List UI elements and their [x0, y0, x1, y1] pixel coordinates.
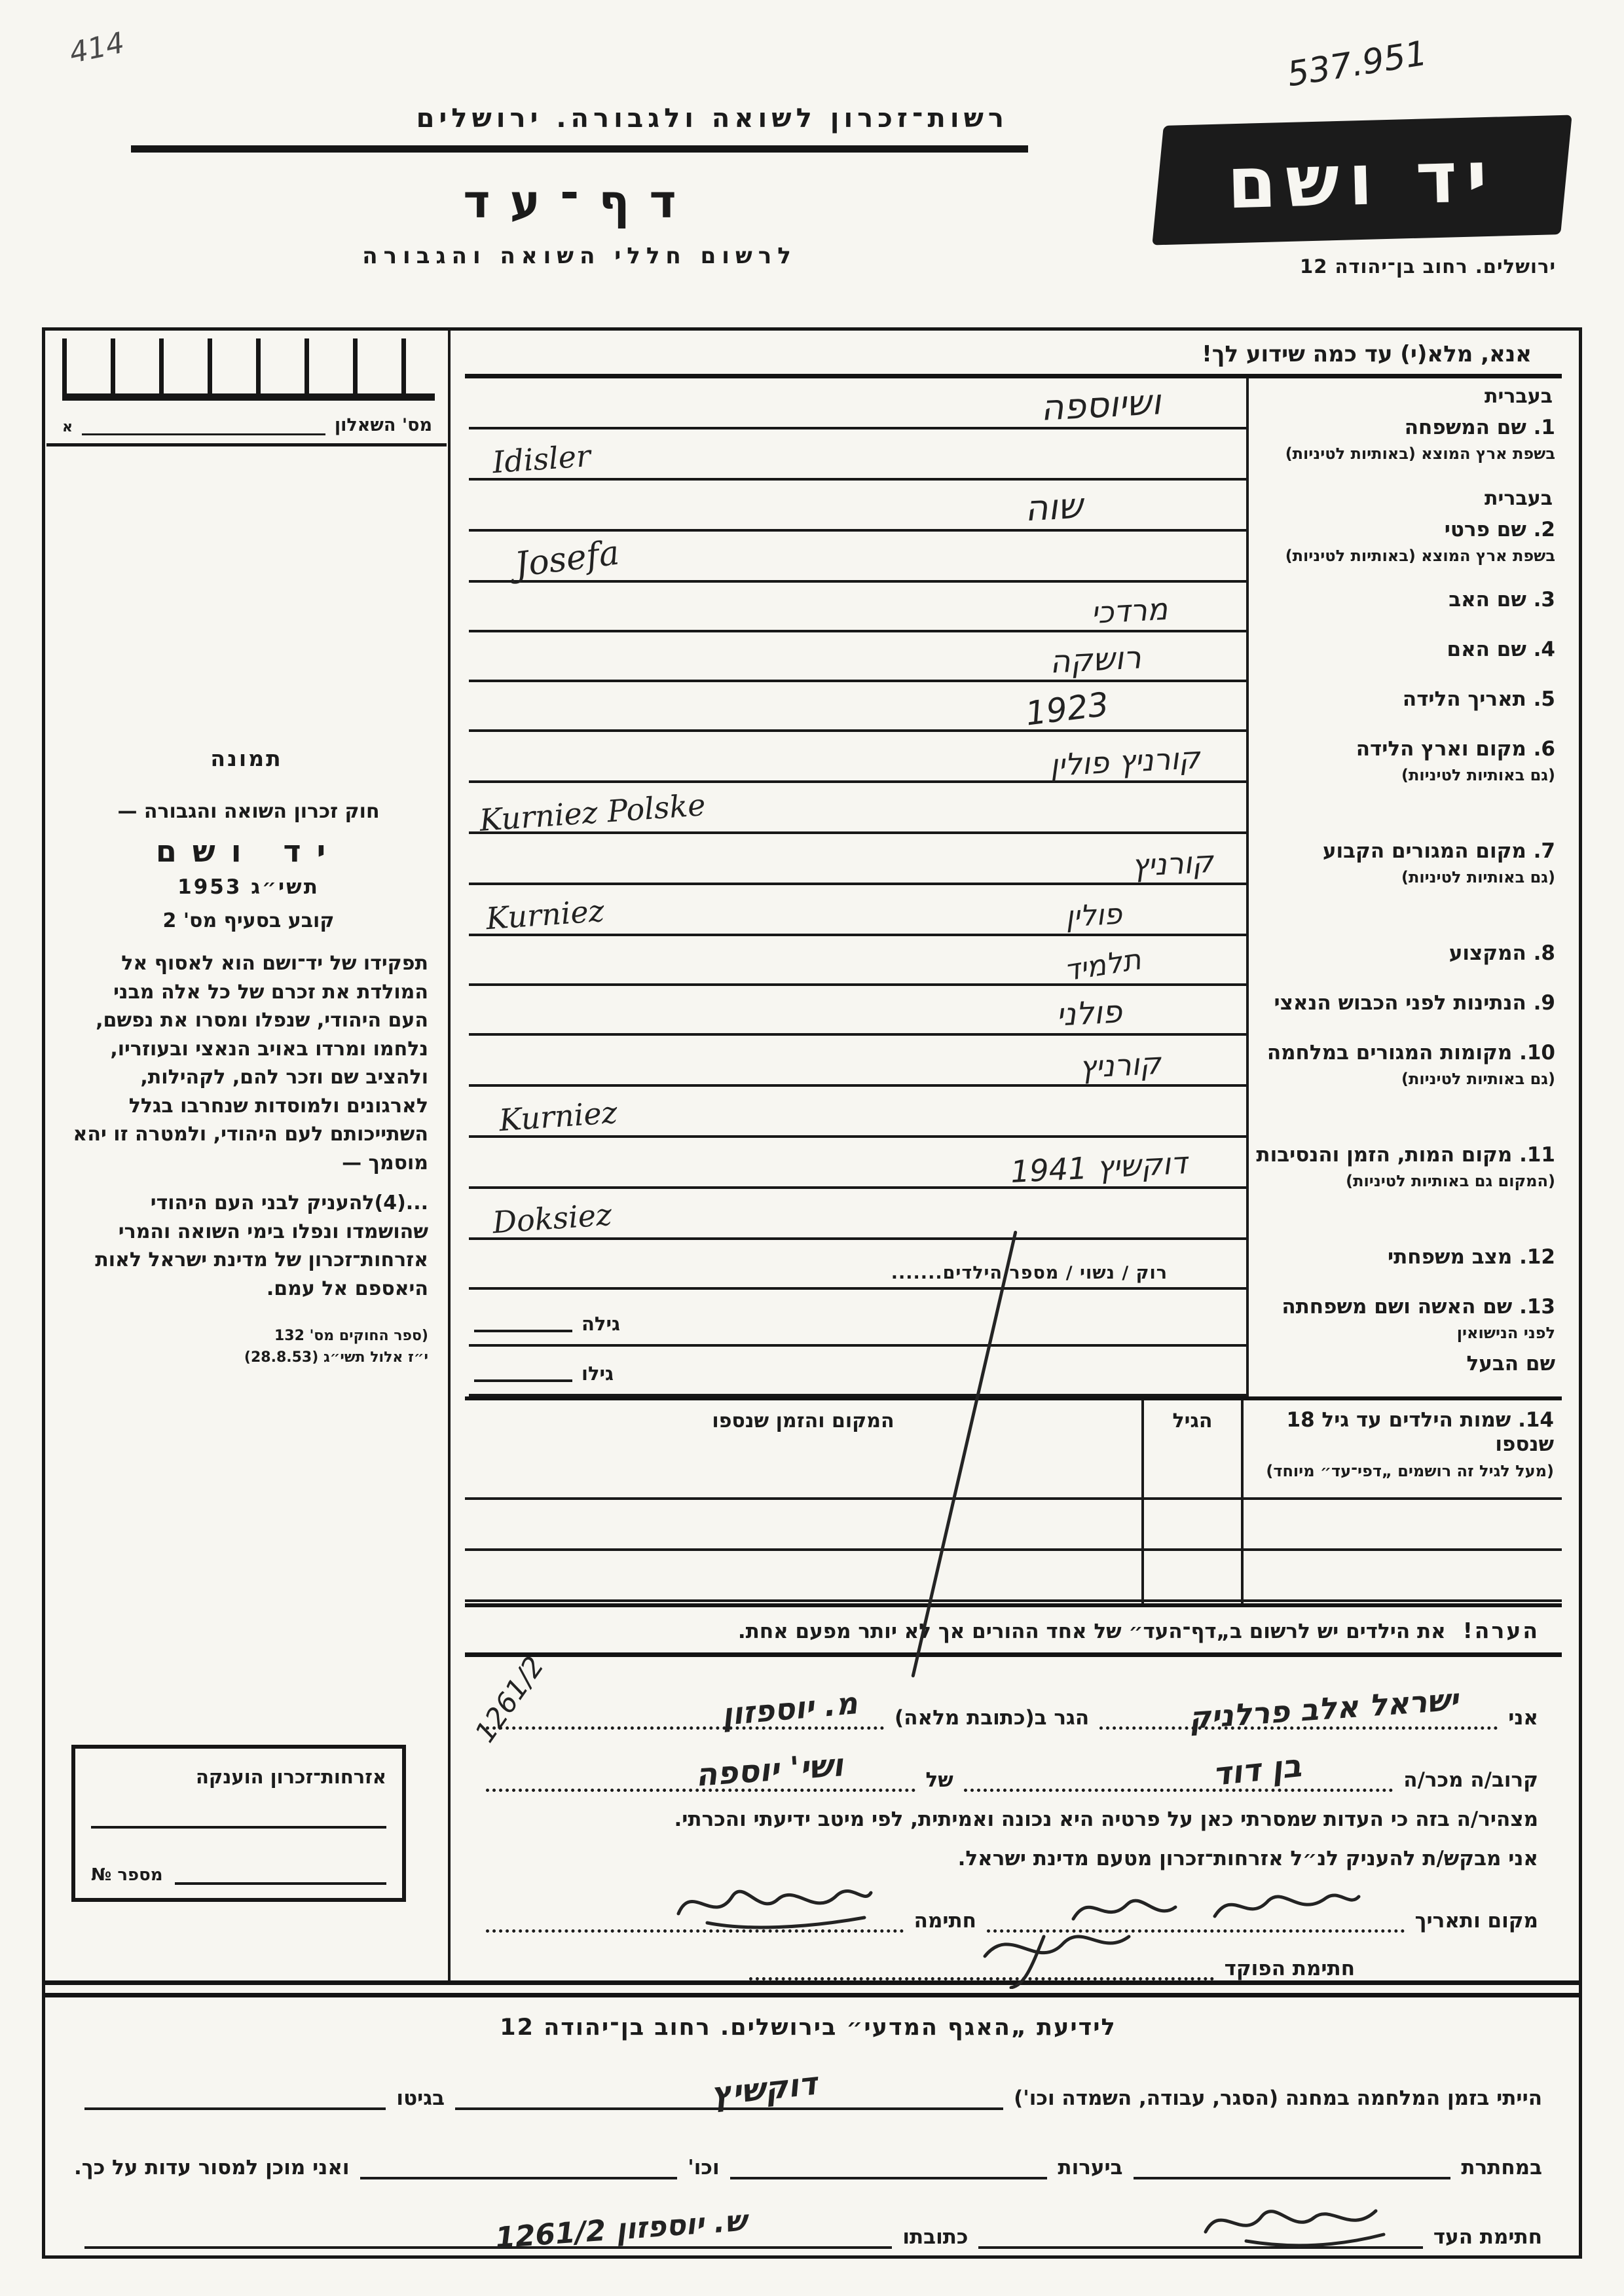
- write-line: [469, 1189, 1246, 1240]
- handwritten-value-latin: Kurniez: [498, 1094, 619, 1139]
- clerk-signature-line: [749, 1938, 1214, 1980]
- write-line: [469, 732, 1246, 783]
- photo-box: [45, 446, 448, 800]
- divider: [131, 145, 1028, 153]
- form-title: דף־עד: [463, 175, 696, 228]
- header-logo-block: [1028, 33, 1565, 278]
- logo-text: יד ושם: [1226, 136, 1498, 225]
- handwritten-value: קורניץ: [1131, 843, 1215, 884]
- table-row-line: [465, 1548, 1562, 1551]
- declaration-statement: מצהיר/ה בזה כי העדות שמסרתי כאן על פרטיה היא נכונה ואמיתית, לפי מיטב ידיעתי והכרתי.: [674, 1808, 1538, 1831]
- write-line: [469, 632, 1246, 682]
- victim-name-line: [486, 1749, 915, 1792]
- write-line: [469, 783, 1246, 838]
- grant-box-line: [91, 1788, 386, 1829]
- science-branch-title: לידיעת „האגף המדעי״ בירושלים. רחוב בן־יהודה 12: [500, 2014, 1116, 2041]
- law-body-text: תפקידו של יד־ושם הוא לאסוף אל המולדת את זכרם של כל אלה מבני העם היהודי, שנפלו ומסרו את נפשם, נלחמו ומרדו באויב הנאצי ובעוזריו, ולהציב שם וזכר להם, לקהילות, לארגונים ולמוסדות שנחרבו בגלל השתייכותם לעם היהודי, ולמטרה זו יהא מוסמך —: [73, 952, 428, 1175]
- field-row-birth-place: 6. מקום וארץ הלידה (גם באותיות לטיניות) קורניץ פולין Kurniez Polske: [465, 732, 1562, 834]
- handwritten-value: 1923: [1023, 685, 1111, 733]
- field-row-mother-name: 4. שם האם רושקה: [465, 632, 1562, 682]
- questionnaire-number-line: [82, 411, 325, 435]
- etc-label: וכו': [688, 2156, 720, 2179]
- write-line: [469, 532, 1246, 583]
- victim-name-handwritten: ושי' יוספה: [694, 1747, 845, 1794]
- write-line: [469, 885, 1246, 936]
- declaration-section: [465, 1650, 1562, 1980]
- forests-line: [730, 2139, 1048, 2179]
- form-upper: [45, 331, 1579, 1980]
- field-row-father-name: 3. שם האב מרדכי: [465, 583, 1562, 632]
- i-label: אני: [1508, 1706, 1538, 1730]
- camp-label: הייתי בזמן המלחמה במחנה (הסגר, עבודה, השמדה וכו'): [1014, 2086, 1542, 2110]
- place-date-label: מקום ותאריך: [1414, 1909, 1538, 1933]
- declaration-request: אני מבקש/ת להעניק לנ״ל אזרחות־זכרון מטעם מדינת ישראל.: [957, 1847, 1538, 1870]
- yad-vashem-logo: [1154, 117, 1571, 244]
- write-line: [469, 429, 1246, 481]
- grant-number-label: מספר №: [91, 1865, 163, 1885]
- field-row-marital-status: 12. מצב משפחתי רוק / נשוי / מספר הילדים.......: [465, 1240, 1562, 1290]
- signature-label: חתימה: [913, 1909, 976, 1933]
- file-number-handwritten: 537.951: [1284, 33, 1430, 95]
- law-yad-vashem: יד ושם: [155, 833, 342, 869]
- divider: [465, 374, 1562, 378]
- write-line: [469, 682, 1246, 732]
- declarant-address-handwritten: מ. יוספזון: [720, 1685, 860, 1732]
- write-line: [469, 583, 1246, 632]
- witness-signature-line: [978, 2208, 1422, 2249]
- relation-handwritten: בן דוד: [1211, 1747, 1303, 1793]
- handwritten-value-latin: Doksiez: [491, 1196, 613, 1241]
- of-label: של: [925, 1768, 953, 1792]
- ghetto-label: בגיטו: [396, 2086, 445, 2110]
- age-write-line: [474, 1379, 572, 1382]
- camp-handwritten: דוקשיץ: [709, 2065, 819, 2113]
- photo-label: תמונה: [210, 746, 283, 771]
- grant-box-title: אזרחות־זכרון הוענקה: [195, 1766, 386, 1788]
- field-row-husband-name: שם הבעל גילו: [465, 1347, 1562, 1396]
- column-age: הגיל: [1141, 1400, 1241, 1603]
- etc-line: [360, 2139, 678, 2179]
- org-title: רשות־זכרון לשואה ולגבורה. ירושלים: [416, 103, 1008, 134]
- field-label: בעברית 1. שם המשפחה בשפת ארץ המוצא (באותיות לטיניות): [1246, 378, 1562, 481]
- field-row-citizenship: 9. הנתינות לפני הכבוש הנאצי פולני: [465, 986, 1562, 1036]
- ready-to-testify-label: ואני מוכן למסור עדות על כך.: [74, 2156, 350, 2179]
- write-line: [469, 936, 1246, 986]
- table-row-line: [465, 1599, 1562, 1602]
- field-row-residence: 7. מקום המגורים הקבוע (גם באותיות לטיניות) קורניץ Kurniez פולין: [465, 834, 1562, 936]
- handwritten-value: רושקה: [1049, 639, 1143, 681]
- form-frame: [42, 327, 1582, 2259]
- hebrew-tag: בעברית: [1485, 385, 1553, 408]
- handwritten-value: פולין: [1064, 897, 1123, 934]
- pencil-mark: 414: [66, 26, 128, 71]
- law-block: [45, 800, 448, 1368]
- marital-options: רוק / נשוי / מספר הילדים.......: [891, 1263, 1168, 1283]
- handwritten-value-latin: Kurniez Polske: [478, 787, 707, 838]
- form-subtitle: לרשום חללי השואה והגבורה: [362, 243, 797, 269]
- note-row: [465, 1607, 1562, 1657]
- field-row-profession: 8. המקצוע תלמיד: [465, 936, 1562, 986]
- handwritten-value: פולני: [1055, 993, 1123, 1034]
- camp-line: [455, 2065, 1003, 2113]
- write-line: [469, 1087, 1246, 1138]
- children-table: 14. שמות הילדים עד גיל 18 שנספו (מעל לגיל זה רושמים „דפי־עד״ מיוחד) הגיל המקום והזמן שנספו: [465, 1396, 1562, 1607]
- declarant-name-handwritten: ישראל אלב פרלניק: [1187, 1681, 1460, 1736]
- note-text: את הילדים יש לרשום ב„דף־העד״ של אחד ההורים אך לא יותר מפעם אחת.: [737, 1620, 1446, 1643]
- age-write-line: [474, 1330, 572, 1332]
- handwritten-value: מרדכי: [1090, 591, 1169, 631]
- witness-address-handwritten: ש. יוספזון 1261/2: [494, 2204, 748, 2255]
- sidebar: [45, 331, 451, 1980]
- relation-label: קרוב/ה מכר/ה: [1403, 1768, 1538, 1792]
- ghetto-line: [84, 2069, 386, 2110]
- fill-instruction: אנא, מלא(י) עד כמה שידוע לך!: [1202, 341, 1532, 367]
- org-address: ירושלים. רחוב בן־יהודה 12: [1300, 255, 1556, 278]
- write-line: [469, 1240, 1246, 1290]
- forests-label: ביערות: [1058, 2156, 1123, 2179]
- field-row-family-name: [465, 378, 1562, 481]
- write-line: [469, 1347, 1246, 1396]
- fields-area: [451, 331, 1579, 1980]
- citizenship-grant-box: [71, 1745, 406, 1902]
- note-head: הערה!: [1462, 1618, 1540, 1643]
- clerk-signature-scribble: [965, 1917, 1162, 1989]
- write-line: [469, 834, 1246, 885]
- handwritten-value-latin: Idisler: [491, 437, 592, 481]
- write-line: [469, 1036, 1246, 1087]
- write-line: [469, 481, 1246, 532]
- questionnaire-number-label: מס' השאלון: [334, 415, 432, 435]
- field-row-death-place: 11. מקום המות, הזמן והנסיבות (המקום גם באותיות לטיניות) דוקשיץ 1941 Doksiez: [465, 1138, 1562, 1240]
- handwritten-value: תלמיד: [1062, 943, 1144, 988]
- address-label: הגר ב(כתובת מלאה): [895, 1706, 1090, 1730]
- field-row-first-name: בעברית 2. שם פרטי בשפת ארץ המוצא (באותיות לטיניות) שוה Josefa: [465, 481, 1562, 583]
- write-line: [469, 986, 1246, 1036]
- witness-address-label: כתובתו: [902, 2225, 969, 2249]
- double-rule-divider: [45, 1980, 1579, 1997]
- field-row-wife-name: 13. שם האשה ושם משפחתה לפני הנישואין גילה: [465, 1290, 1562, 1347]
- witness-address-line: [84, 2204, 892, 2255]
- handwritten-value: קורניץ: [1079, 1045, 1162, 1085]
- witness-signature-scribble: [1194, 2191, 1390, 2250]
- declarant-signature-scribble: [668, 1870, 877, 1933]
- header-title-block: [46, 51, 1028, 278]
- write-line: [469, 1138, 1246, 1189]
- clerk-signature-label: חתימת הפוקד: [1224, 1957, 1355, 1980]
- declarant-name-line: [1099, 1681, 1498, 1736]
- witness-signature-label: חתימת העד: [1433, 2225, 1542, 2249]
- signature-line: [486, 1890, 904, 1933]
- questionnaire-side-letter: א: [62, 419, 73, 435]
- write-line: [469, 378, 1246, 429]
- law-title: חוק זכרון השואה והגבורה —: [117, 800, 380, 823]
- her-age-label: גילה: [581, 1313, 620, 1336]
- field-row-wartime-residence: 10. מקומות המגורים במלחמה (גם באותיות לטיניות) קורניץ Kurniez: [465, 1036, 1562, 1138]
- declarant-address-line: [486, 1687, 884, 1730]
- law-footnote: (ספר החוקים מס' 132 י״ז אלול תשי״ג (28.8.53): [244, 1328, 428, 1366]
- law-section: קובע בסעיף מס' 2: [162, 909, 335, 932]
- handwritten-value: שוה: [1024, 484, 1084, 530]
- law-clause-text: ...(4)להעניק לבני העם היהודי שהושמדו ונפלו בימי השואה והמרי אזרחות־זכרון של מדינת ישראל לאות היאספם אל עמם.: [95, 1192, 428, 1300]
- column-place-time: המקום והזמן שנספו: [712, 1410, 895, 1433]
- handwritten-value: ושיוספה: [1039, 381, 1162, 429]
- grant-number-line: [175, 1863, 386, 1885]
- handwritten-value: דוקשיץ 1941: [1010, 1144, 1189, 1190]
- handwritten-value: קורניץ פולין: [1049, 740, 1202, 783]
- science-branch-section: [45, 1997, 1579, 2255]
- write-line: [469, 1297, 1246, 1347]
- relation-line: [964, 1749, 1393, 1792]
- ruler-comb-strip: [62, 338, 435, 401]
- handwritten-value-latin: Josefa: [512, 533, 621, 585]
- field-row-birth-date: 5. תאריך הלידה 1923: [465, 682, 1562, 732]
- underground-line: [1134, 2139, 1451, 2179]
- law-year: תשי״ג 1953: [177, 875, 320, 899]
- handwritten-value-latin: Kurniez: [485, 892, 606, 937]
- his-age-label: גילו: [581, 1362, 614, 1385]
- margin-house-number: 1261/2: [468, 1650, 551, 1749]
- hebrew-tag: בעברית: [1485, 487, 1553, 510]
- underground-label: במחתרת: [1461, 2156, 1542, 2179]
- table-row-line: [465, 1497, 1562, 1500]
